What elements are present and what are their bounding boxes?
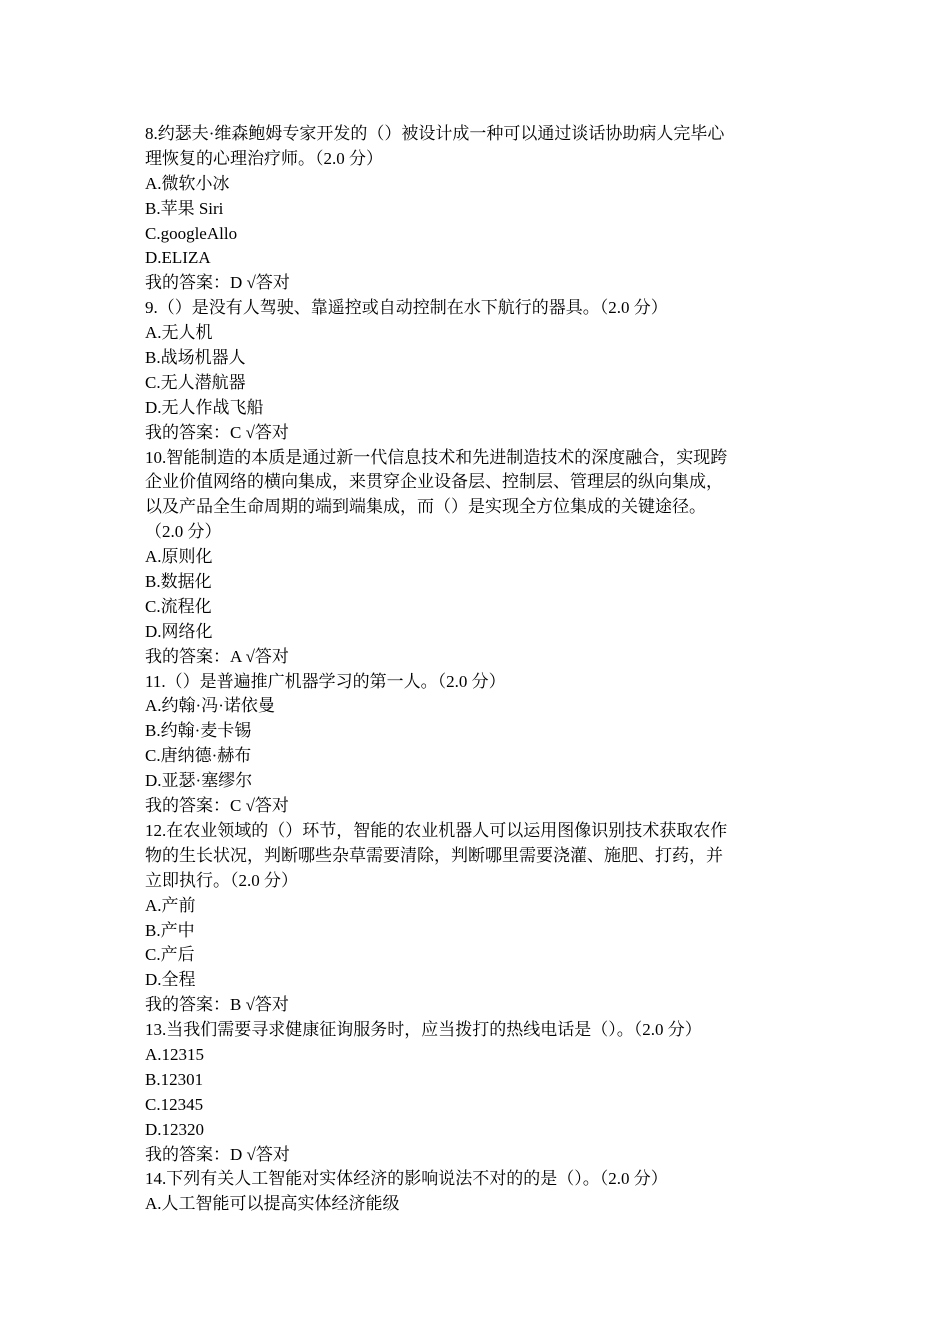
question-13-option-c: C.12345 [145,1094,204,1114]
question-9-option-d: D.无人作战飞船 [145,397,264,417]
question-10-answer: 我的答案：A √答对 [145,646,289,666]
question-10-option-a: A.原则化 [145,547,213,567]
question-14-option-a: A.人工智能可以提高实体经济能级 [145,1194,400,1214]
question-14-text-line-1: 14.下列有关人工智能对实体经济的影响说法不对的的是（）。（2.0 分） [145,1169,668,1189]
question-13-option-d: D.12320 [145,1119,205,1139]
question-8-option-c: C.googleAllo [145,223,238,243]
question-11-option-d: D.亚瑟·塞缪尔 [145,771,253,791]
question-10-option-b: B.数据化 [145,572,212,592]
question-9-text-line-1: 9.（）是没有人驾驶、靠遥控或自动控制在水下航行的器具。（2.0 分） [145,298,668,318]
question-12-option-d: D.全程 [145,970,196,990]
question-10-text-line-3: 以及产品全生命周期的端到端集成，而（）是实现全方位集成的关键途径。 [145,497,706,517]
question-12-option-a: A.产前 [145,895,196,915]
question-13-option-a: A.12315 [145,1044,205,1064]
question-10-text-line-4: （2.0 分） [145,522,222,542]
question-10-text-line-2: 企业价值网络的横向集成，来贯穿企业设备层、控制层、管理层的纵向集成， [145,472,723,492]
question-12-text-line-2: 物的生长状况，判断哪些杂草需要清除，判断哪里需要浇灌、施肥、打药，并 [145,845,723,865]
question-8-option-d: D.ELIZA [145,248,211,268]
question-12-text-line-1: 12.在农业领域的（）环节，智能的农业机器人可以运用图像识别技术获取农作 [145,820,728,840]
question-10-text-line-1: 10.智能制造的本质是通过新一代信息技术和先进制造技术的深度融合，实现跨 [145,447,728,467]
question-13-option-b: B.12301 [145,1069,204,1089]
question-11-option-a: A.约翰·冯·诺依曼 [145,696,275,716]
question-11-text-line-1: 11.（）是普遍推广机器学习的第一人。（2.0 分） [145,671,506,691]
question-9-answer: 我的答案：C √答对 [145,422,289,442]
question-8-text-line-1: 8.约瑟夫·维森鲍姆专家开发的（）被设计成一种可以通过谈话协助病人完毕心 [145,124,725,143]
question-8-option-b: B.苹果 Siri [145,198,224,218]
document-page [145,122,805,1217]
question-10-option-c: C.流程化 [145,596,212,616]
question-8-answer: 我的答案：D √答对 [145,273,290,293]
question-11-answer: 我的答案：C √答对 [145,796,289,816]
question-10-option-d: D.网络化 [145,621,213,641]
question-9-option-b: B.战场机器人 [145,348,246,368]
question-8-option-a: A.微软小冰 [145,173,230,193]
question-12-option-c: C.产后 [145,945,195,965]
question-9-option-c: C.无人潜航器 [145,372,246,392]
question-13-text-line-1: 13.当我们需要寻求健康征询服务时，应当拨打的热线电话是（）。（2.0 分） [145,1020,702,1040]
question-12-text-line-3: 立即执行。（2.0 分） [145,870,298,890]
question-8-text-line-2: 理恢复的心理治疗师。（2.0 分） [145,148,383,168]
question-12-answer: 我的答案：B √答对 [145,995,289,1015]
question-9-option-a: A.无人机 [145,323,213,343]
question-12-option-b: B.产中 [145,920,195,940]
question-11-option-b: B.约翰·麦卡锡 [145,721,252,741]
question-11-option-c: C.唐纳德·赫布 [145,746,252,766]
question-13-answer: 我的答案：D √答对 [145,1144,290,1164]
